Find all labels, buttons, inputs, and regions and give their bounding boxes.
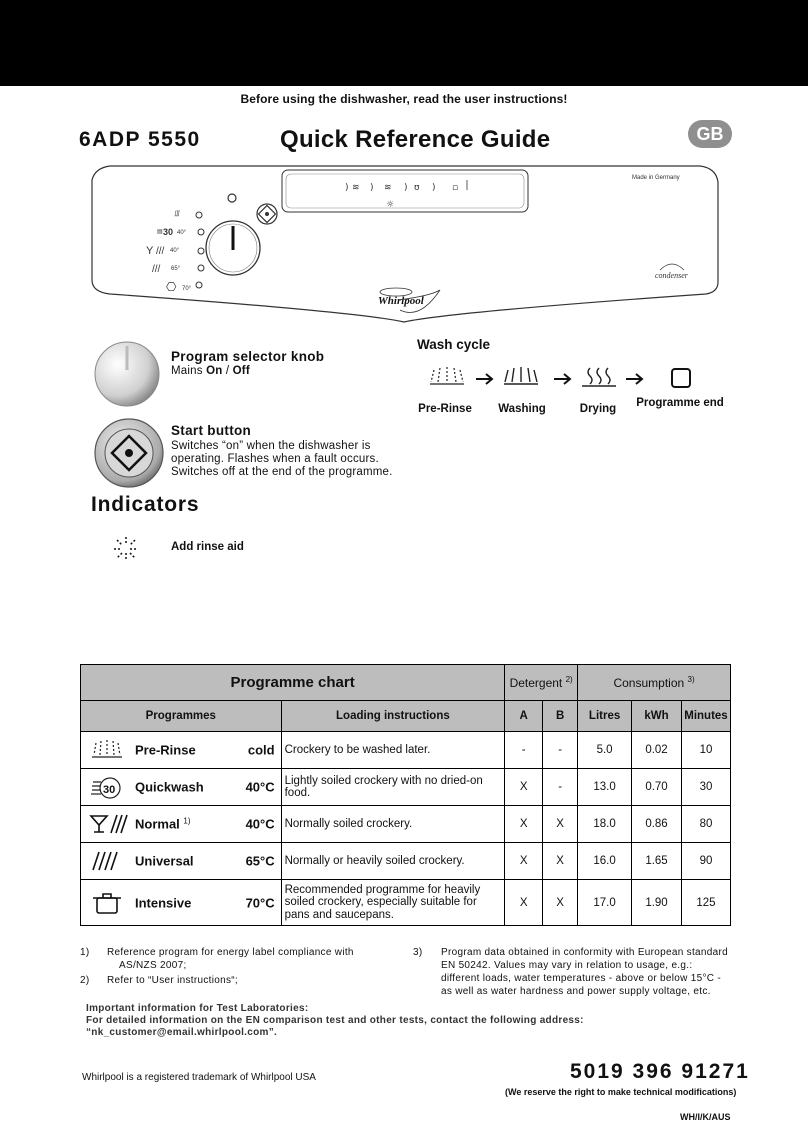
programme-cell: Pre-Rinse cold bbox=[81, 732, 282, 769]
instructions-notice: Before using the dishwasher, read the user instructions! bbox=[240, 92, 568, 106]
svg-text:≋: ≋ bbox=[352, 183, 360, 193]
pre-rinse-icon bbox=[89, 737, 125, 763]
start-button-illustration bbox=[93, 417, 165, 489]
svg-text:30: 30 bbox=[103, 784, 116, 796]
col-minutes: Minutes bbox=[681, 701, 730, 732]
programme-cell: Universal 65°C bbox=[81, 843, 282, 880]
table-row: Universal 65°C Normally or heavily soiled crockery. X X 16.0 1.65 90 bbox=[81, 843, 731, 880]
region-codes: WH/I/K/AUS bbox=[680, 1112, 731, 1122]
panel-temp-4: 70° bbox=[182, 286, 192, 292]
reserve-notice: (We reserve the right to make technical modifications) bbox=[505, 1087, 737, 1097]
svg-text:▤: ▤ bbox=[157, 229, 163, 235]
top-black-bar bbox=[0, 0, 808, 86]
step-pre-rinse: Pre-Rinse bbox=[418, 403, 472, 415]
model-number: 6ADP 5550 bbox=[79, 128, 201, 151]
rinse-aid-label: Add rinse aid bbox=[171, 541, 244, 553]
table-row: Normal $^{1)}$ 40°C Normally soiled crockery. X X 18.0 0.86 80 bbox=[81, 806, 731, 843]
programme-cell: 30 Quickwash 40°C bbox=[81, 769, 282, 806]
col-loading: Loading instructions bbox=[281, 701, 505, 732]
col-kwh: kWh bbox=[632, 701, 682, 732]
panel-selector-knob bbox=[206, 221, 260, 275]
svg-text:☼: ☼ bbox=[386, 200, 395, 210]
programme-chart bbox=[80, 664, 731, 926]
svg-text:): ) bbox=[404, 183, 408, 193]
knob-title: Program selector knob bbox=[171, 349, 325, 364]
col-b: B bbox=[543, 701, 578, 732]
table-row: 30 Quickwash 40°C Lightly soiled crockery with no dried-on food. X - 13.0 0.70 30 bbox=[81, 769, 731, 806]
col-litres: Litres bbox=[578, 701, 632, 732]
panel-temp-2: 40° bbox=[170, 248, 180, 254]
svg-text:): ) bbox=[370, 183, 374, 193]
pre-rinse-icon bbox=[430, 367, 464, 384]
svg-text:ʊ: ʊ bbox=[414, 183, 420, 193]
svg-text:⎔: ⎔ bbox=[166, 280, 177, 294]
svg-text:): ) bbox=[432, 183, 436, 193]
wash-cycle-title: Wash cycle bbox=[417, 337, 491, 352]
intensive-icon bbox=[89, 889, 125, 917]
arrow-icon bbox=[476, 374, 492, 384]
indicators-title: Indicators bbox=[91, 493, 200, 516]
knob-description: Mains On / Off bbox=[171, 365, 250, 377]
step-washing: Washing bbox=[498, 403, 546, 415]
chart-column-header-row bbox=[81, 701, 731, 732]
svg-text:///: /// bbox=[156, 246, 165, 257]
table-row: Intensive 70°C Recommended programme for heavily soiled crockery, especially suitable for pans and saucepans. X X 17.0 1.90 125 bbox=[81, 880, 731, 926]
footnote-3-number: 3) bbox=[413, 947, 423, 958]
washing-icon bbox=[504, 367, 538, 384]
step-drying: Drying bbox=[579, 403, 617, 415]
svg-text:Y: Y bbox=[146, 245, 154, 257]
quickwash-icon bbox=[89, 774, 125, 800]
consumption-header: Consumption $^{3)}$ bbox=[578, 665, 731, 701]
panel-start-button bbox=[257, 204, 277, 224]
svg-text:30: 30 bbox=[163, 227, 174, 237]
document-code: 5019 396 91271 bbox=[570, 1060, 750, 1083]
footnote-3: Program data obtained in conformity with European standard EN 50242. Values may vary in relation to usage, e.g.: different loads, water temperatures - above or below 15°C - as well as water hardness and power supply voltage, etc. bbox=[441, 947, 728, 997]
control-panel-illustration bbox=[0, 160, 808, 330]
footnote-1-number: 1) bbox=[80, 947, 90, 958]
panel-temp-1: 40° bbox=[177, 230, 187, 236]
footnote-1: Reference program for energy label compliance with AS/NZS 2007; bbox=[107, 947, 354, 971]
footnote-2-number: 2) bbox=[80, 975, 90, 986]
svg-text:Whirlpool: Whirlpool bbox=[378, 295, 424, 307]
col-a: A bbox=[505, 701, 543, 732]
arrow-icon bbox=[626, 374, 642, 384]
svg-text:): ) bbox=[345, 183, 349, 193]
rinse-aid-icon bbox=[112, 535, 140, 563]
program-selector-knob bbox=[93, 340, 161, 408]
footnote-2: Refer to “User instructions“; bbox=[107, 975, 238, 986]
wash-cycle-icons bbox=[420, 362, 710, 396]
page-title: Quick Reference Guide bbox=[280, 126, 551, 153]
table-row: Pre-Rinse cold Crockery to be washed later. - - 5.0 0.02 10 bbox=[81, 732, 731, 769]
svg-text:▫: ▫ bbox=[452, 183, 459, 193]
drying-icon bbox=[582, 368, 616, 386]
svg-text:∭: ∭ bbox=[174, 211, 181, 217]
programme-end-icon bbox=[672, 369, 690, 387]
start-button-title: Start button bbox=[171, 423, 252, 438]
detergent-header: Detergent $^{2)}$ bbox=[505, 665, 578, 701]
test-lab-info: Important information for Test Laboratories: For detailed information on the EN comparison test and other tests, contact the following address: “nk_customer@email.whirlpool.com”. bbox=[86, 1003, 584, 1038]
chart-header-row bbox=[81, 665, 731, 701]
arrow-icon bbox=[554, 374, 570, 384]
start-button-description: Switches “on” when the dishwasher is operating. Flashes when a fault occurs. Switches off at the end of the programme. bbox=[171, 440, 393, 478]
programme-cell: Intensive 70°C bbox=[81, 880, 282, 926]
svg-text:///: /// bbox=[152, 264, 161, 275]
svg-text:≋: ≋ bbox=[384, 183, 392, 193]
made-in-label: Made in Germany bbox=[632, 175, 680, 181]
step-programme-end: Programme end bbox=[636, 397, 724, 409]
normal-icon bbox=[89, 811, 129, 837]
col-programmes: Programmes bbox=[81, 701, 282, 732]
panel-temp-3: 65° bbox=[171, 266, 181, 272]
chart-title: Programme chart bbox=[81, 665, 505, 701]
universal-icon bbox=[89, 848, 125, 874]
trademark-notice: Whirlpool is a registered trademark of Whirlpool USA bbox=[82, 1072, 316, 1083]
country-badge: GB bbox=[688, 120, 732, 148]
condenser-label: condenser bbox=[655, 271, 688, 280]
programme-cell: Normal $^{1)}$ 40°C bbox=[81, 806, 282, 843]
